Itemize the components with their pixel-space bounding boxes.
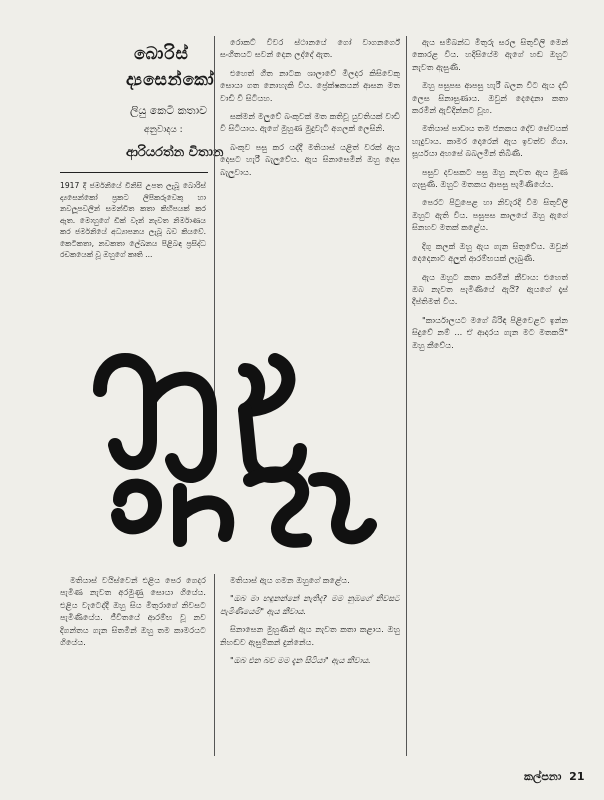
author-name-line2: ද්‍යසෙන්කෝ bbox=[126, 70, 215, 90]
paragraph: "ඔබ මා හඳුනන්නේ නැතිද? මම නුඹගේ නිවසට පැමිණියෙමි" ඇය කීවාය. bbox=[220, 593, 400, 616]
paragraph: "කාර්යාලයට මගේ බිරිඳ පිළිවෙළට ඉන්න සිදුවේ නම් ... ඒ ආදරය ගැන මට මතකයි" ඔහු කීවේය. bbox=[412, 314, 568, 350]
paragraph: පසුව දවසකට පසු ඔහු නැවත ඇය මුණ ගැසුණි. ඔහුට මතකය ආපසු පැමිණියේය. bbox=[412, 166, 568, 190]
intro-text: 1917 දී ජර්මනියේ විනිසි උපත ලැබූ බොරිස් ද්‍යසෙන්කෝ ප්‍රකට ලිපිකරුවෙකු හා නවලූපවලින් සමන්විත කතා කිහිපයක් කර ඇත. මොහුගේ ඩික් වෑන් නැවත නිර්මාණය කර ජර්මනියේ අධ්‍යාපනය ලැබූ බව කියවේ. කෙටිකතා, නවකතා ලේඛනය පිළිබඳ ප්‍රසිද්ධ රචකයෙක් වූ ඔහුගේ කෘති ... bbox=[60, 181, 206, 259]
paragraph: මතියාස් වයිස්වෙන් එළිය පෙර ගෙදර පැමිණ නැවත අරමුණු සොයා ගියේය. එළිය වැටෙද්දී ඔහු සිය මිතුරාගේ නිවසට පැමිණියේය. ජීවිතයේ ආරම්භ වූ නව දිගන්තය ගැන සිතමින් ඔහු තම කාමරයට ගියේය. bbox=[60, 575, 206, 648]
paragraph: සක්මන් මලුවේ බංකුවක් මත කතිවූ යුවතියක් වාඩි වී සිටියාය. ඇගේ මුහුණ මුදුවැටි අගලක් ලෙසිනි. bbox=[220, 111, 400, 134]
page-footer bbox=[524, 770, 584, 784]
title-artwork bbox=[60, 330, 390, 560]
paragraph: මතියාස් ඇය ගමන ඔහුගේ කළේය. bbox=[230, 575, 350, 585]
paragraph: එහෙත් ගීත නාටක ශාලාවේ මිලදර කිසිවෙකු සොයා ගත නොහැකි විය. ප්‍රේක්ෂකයන් ආසන මත වාඩි වී සිටියහ. bbox=[220, 67, 400, 103]
translation-label: අනුවාදය : bbox=[144, 125, 183, 135]
page-number: 21 bbox=[569, 770, 585, 783]
author-name-line1: බොරිස් bbox=[134, 44, 189, 64]
header-divider bbox=[60, 172, 208, 173]
paragraph: මතියාස් පාඩාය තම ජනකය දේව සේවයක් හැදුවාය. කාමර දොරෙන් ඇය ඉවත්ව ගියා. සූර්යයා අහසේ බබලමින් තිබිණි. bbox=[412, 123, 568, 159]
paragraph: පෙරට පිටුපෙළ හා නිවැරදි වීම සිතුවිලි ඔහුට ඇති විය. පසුපස කාලයේ ඔහු ඇගේ සිනහව මතක් කළේය. bbox=[412, 197, 568, 233]
paragraph: සිනාසෙන මුහුණින් ඇය නැවත කතා කළාය. ඔහු නිහඬව ඇසුම්කන් දුන්නේය. bbox=[220, 624, 400, 647]
column-rule-3 bbox=[214, 574, 215, 756]
paragraph: ඔහු පසුපස ආපසු හැරී බලන විට ඇය දැඩි ලෙස සිනාසුණාය. ඔවුන් දෙදෙනා කතා කරමින් ඇවිදින්නට වූහ. bbox=[412, 80, 568, 116]
paragraph: ඇය ඔහුට කතා කරමින් කීවාය: එහෙත් ඔබ නැවත පැමිණියේ ඇයි? ඇයගේ දෑස් දීප්තිමත් විය. bbox=[412, 271, 568, 307]
paragraph: දිගු කලක් ඔහු ඇය ගැන සිතුවේය. ඔවුන් දෙදෙනාට අලුත් ආරම්භයක් ලැබුණි. bbox=[412, 240, 568, 264]
column-3 bbox=[412, 36, 568, 756]
paragraph: රොකට් විවර ස්ථානයේ ගෝ වාගනර්ගේ සංගීතයට සවන් දෙන ලද්දේ ඇත. bbox=[220, 37, 400, 60]
title-lettering-graphic bbox=[60, 330, 390, 560]
column-2-bottom bbox=[220, 574, 400, 756]
paragraph: බංකුව පසු කර යද්දී මතියාස් යළිත් වරක් ඇය දෙසට හැරී බැලුවේය. ඇය සිනාසෙමින් ඔහු දෙස බැලුවාය. bbox=[220, 141, 400, 177]
genre-label: ලියු කෙටි කතාව bbox=[130, 104, 208, 117]
column-1-bottom bbox=[60, 574, 206, 754]
paragraph: ඇය සම්බන්ධ මිතුරු සරල සිතුවිලි මෙන් කොරළ විය. හදිසියේම ඇගේ හඬ ඔහුට නැවත ඇසුණි. bbox=[412, 37, 568, 72]
translator-name: ආරියරත්න විතාන bbox=[126, 145, 224, 160]
magazine-name: කල්පනා bbox=[524, 770, 562, 783]
paragraph: "ඔබ එන බව මම දැන සිටියා" ඇය කීවාය. bbox=[230, 655, 371, 666]
column-rule-2 bbox=[406, 36, 407, 756]
